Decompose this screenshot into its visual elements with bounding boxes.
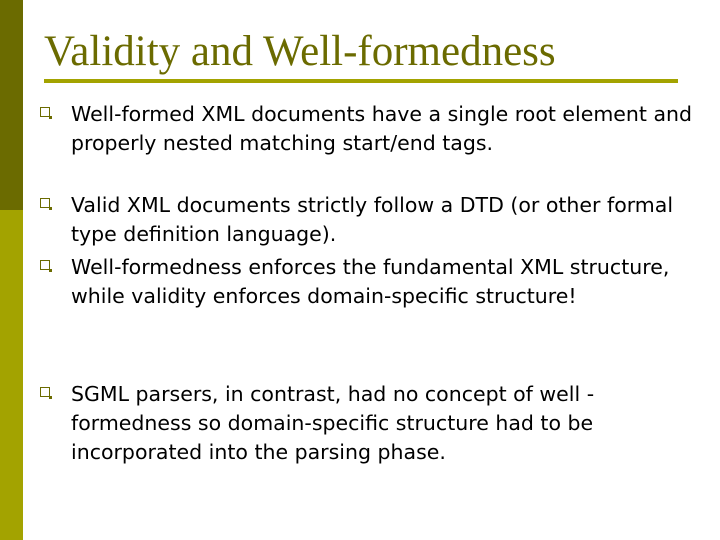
bullet-square-icon (40, 260, 50, 270)
bullet-square-icon (40, 387, 50, 397)
bullet-text: Well-formedness enforces the fundamental XML structure, while validity enforces domain-specific structure! (71, 255, 670, 308)
bullet-text: SGML parsers, in contrast, had no concept of well -formedness so domain-specific structure had to be incorporated into the parsing phase. (71, 382, 595, 464)
bullet-text: Valid XML documents strictly follow a DTD (or other formal type definition language). (71, 193, 674, 246)
bullet-square-icon (40, 198, 50, 208)
slide-title: Validity and Well-formedness (44, 28, 556, 75)
bullet-square-icon (40, 107, 50, 117)
bullet-text: Well-formed XML documents have a single root element and properly nested matching start/end tags. (71, 102, 693, 155)
